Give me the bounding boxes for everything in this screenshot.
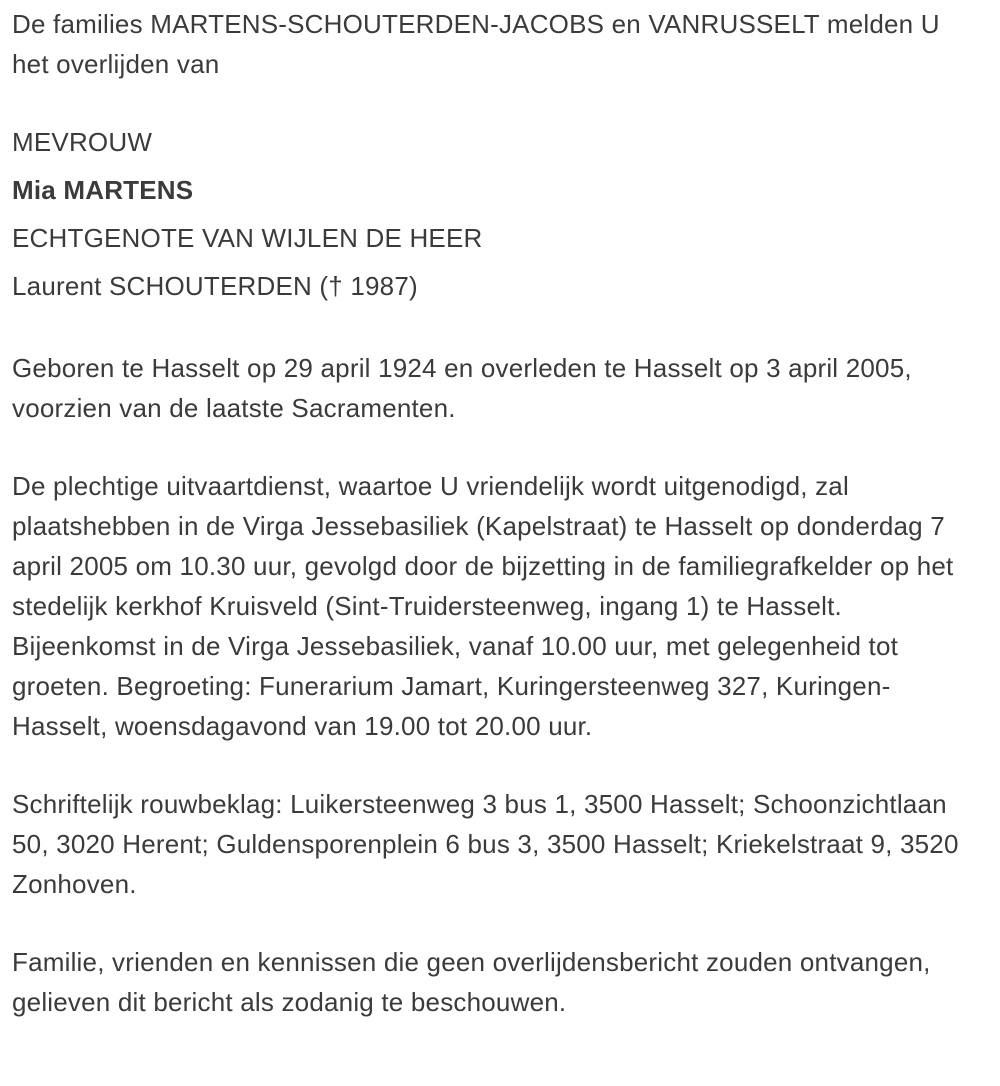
title-line-salutation: MEVROUW	[12, 127, 153, 157]
title-line-relation: ECHTGENOTE VAN WIJLEN DE HEER	[12, 223, 483, 253]
spacer	[12, 746, 982, 784]
deceased-title-block	[12, 118, 982, 310]
deceased-name: Mia MARTENS	[12, 175, 194, 205]
intro-paragraph: De families MARTENS-SCHOUTERDEN-JACOBS en VANRUSSELT melden U het overlijden van	[12, 9, 940, 79]
spacer	[12, 428, 982, 466]
closing-notice-paragraph: Familie, vrienden en kennissen die geen overlijdensbericht zouden ontvangen, gelieven dit bericht als zodanig te beschouwen.	[12, 947, 931, 1017]
spacer	[12, 310, 982, 348]
funeral-service-paragraph: De plechtige uitvaartdienst, waartoe U vriendelijk wordt uitgenodigd, zal plaatshebben in de Virga Jessebasiliek (Kapelstraat) te Hasselt op donderdag 7 april 2005 om 10.30 uur, gevolgd door de bijzetting in de familiegrafkelder op het stedelijk kerkhof Kruisveld (Sint-Truidersteenweg, ingang 1) te Hasselt. Bijeenkomst in de Virga Jessebasiliek, vanaf 10.00 uur, met gelegenheid tot groeten. Begroeting: Funerarium Jamart, Kuringersteenweg 327, Kuringen-Hasselt, woensdagavond van 19.00 tot 20.00 uur.	[12, 471, 954, 741]
spacer	[12, 84, 982, 118]
spacer	[12, 904, 982, 942]
condolence-addresses-paragraph: Schriftelijk rouwbeklag: Luikersteenweg 3 bus 1, 3500 Hasselt; Schoonzichtlaan 50, 3020 Herent; Guldensporenplein 6 bus 3, 3500 Hasselt; Kriekelstraat 9, 3520 Zonhoven.	[12, 789, 959, 899]
spouse-name: Laurent SCHOUTERDEN († 1987)	[12, 271, 418, 301]
birth-death-paragraph: Geboren te Hasselt op 29 april 1924 en overleden te Hasselt op 3 april 2005, voorzien van de laatste Sacramenten.	[12, 353, 912, 423]
